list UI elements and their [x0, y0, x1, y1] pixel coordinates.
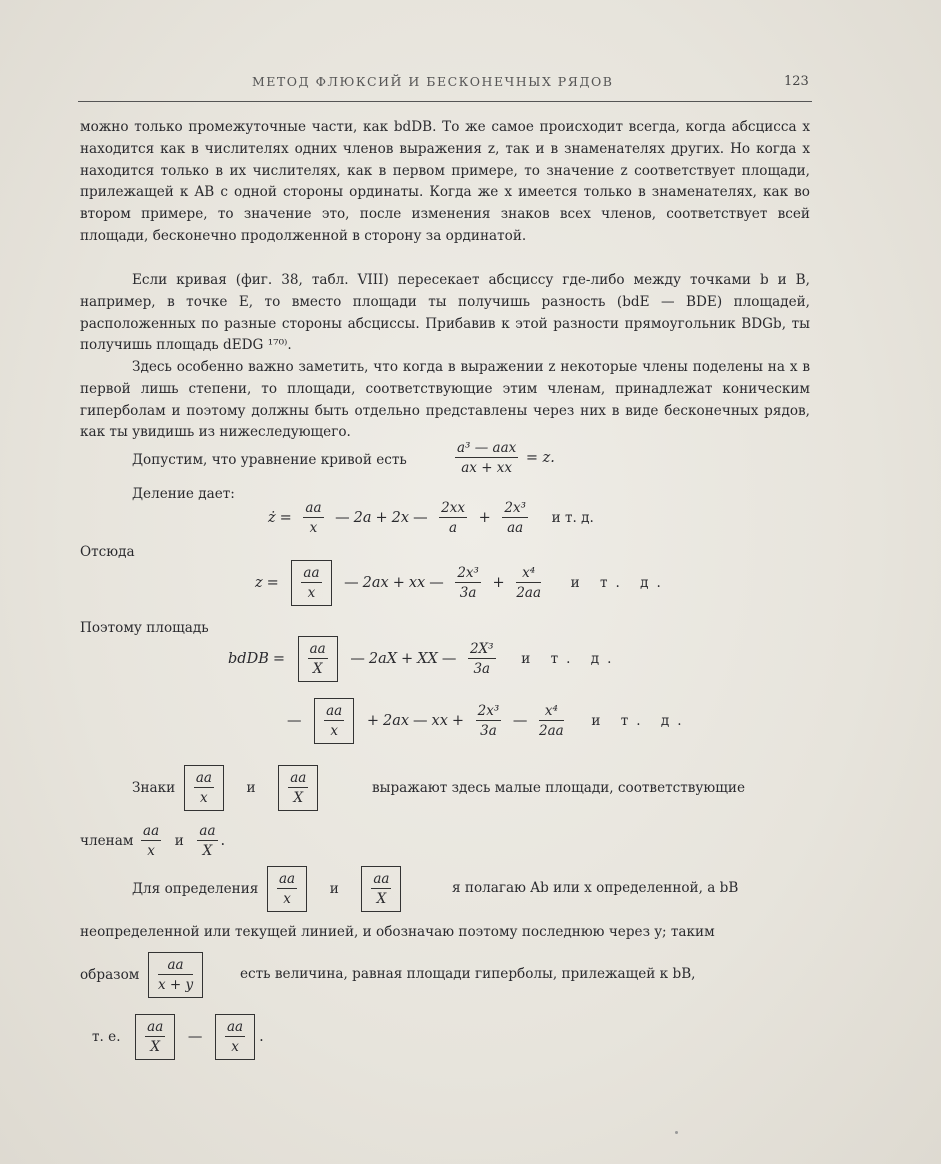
equation-rhs: = z. [525, 450, 555, 466]
paragraph-3-text: Здесь особенно важно заметить, что когда в выражении z некоторые члены поделены на x в первой лишь степени, то площади, соответствующие этим членам, принадлежат коническим гиперболам и поэтому должны быть отдельно представлены через них в виде бесконечных рядов, как ты увидишь из нижеследующего. [80, 359, 810, 441]
paper-speck [675, 1131, 678, 1134]
suppose-line [132, 452, 407, 468]
area-formula-2: — $\frac{aa}{x}$ + 2ax — xx + $\frac{\text{2x³}}{3a}$ — $\frac{\text{x⁴}}{2aa}$ и т. д. [283, 698, 690, 744]
etc-1: и т. д. [551, 510, 594, 526]
i-take-text: я полагаю Ab или x определенной, а bB [452, 880, 739, 896]
paragraph-1-text: можно только промежуточные части, как bdDB. То же самое происходит всегда, когда абсцисса x находится как в числителях одних членов выражения z, так и в знаменателях других. Но когда x находится только в их числителях, как в первом примере, то значение z соответствует площади, прилежащей к AB с одной стороны ординаты. Когда же x имеется только в знаменателях, как во втором примере, то значение это, после изменения знаков всех членов, соответствует всей площади, бесконечно продолженной в сторону за ординатой. [80, 119, 810, 244]
ie-line: т. е. $\frac{aa}{X}$ — $\frac{aa}{x}$ . [92, 1014, 264, 1060]
curve-equation [452, 440, 555, 476]
etc-3: и т. д. [521, 651, 620, 667]
paragraph-3 [80, 357, 810, 444]
equation-numerator: a³ — aax [457, 440, 517, 456]
etc-2: и т. д. [570, 575, 669, 591]
signs-line: Знаки $\frac{aa}{x}$ и $\frac{aa}{X}$ [132, 765, 322, 811]
area-line: Поэтому площадь [80, 620, 209, 636]
express-text: выражают здесь малые площади, соответствующие [372, 780, 746, 796]
x-plus-y: x + y [157, 977, 194, 993]
members-word: членам [80, 833, 134, 849]
area-formula-1: bdDB = $\frac{aa}{X}$ — 2aX + XX — $\frac{\text{2X³}}{3a}$ и т. д. [228, 636, 619, 682]
page-number: 123 [784, 74, 809, 89]
hence-line: Отсюда [80, 544, 135, 560]
and-2: и [174, 833, 184, 849]
division-formula: ż = $\frac{aa}{x}$ — 2a + 2x — $\frac{2xx}{a}$ + $\frac{\text{2x³}}{aa}$ и т. д. [268, 500, 594, 536]
signs-word: Знаки [132, 780, 176, 796]
paragraph-1 [80, 117, 810, 248]
and-1: и [246, 780, 256, 796]
is-quantity-text: есть величина, равная площади гиперболы, прилежащей к bB, [240, 966, 696, 982]
equation-denominator: ax + xx [461, 460, 513, 476]
thus-line: образом $\frac{aa}{x + y}$ [80, 952, 207, 998]
running-title: МЕТОД ФЛЮКСИЙ И БЕСКОНЕЧНЫХ РЯДОВ [252, 74, 614, 89]
hence-formula: z = $\frac{aa}{x}$ — 2ax + xx — $\frac{\text{2x³}}{3a}$ + $\frac{\text{x⁴}}{2aa}$ и т. д. [255, 560, 669, 606]
etc-4: и т. д. [591, 713, 690, 729]
indefinite-line: неопределенной или текущей линией, и обозначаю поэтому последнюю через y; таким [80, 924, 715, 940]
boxed-aa-X: $\frac{aa}{X}$ [298, 636, 338, 682]
definition-word: Для определения [132, 881, 259, 897]
boxed-aa-x-2: $\frac{aa}{x}$ [314, 698, 354, 744]
boxed-aa-x: $\frac{aa}{x}$ [291, 560, 331, 606]
paragraph-2 [80, 270, 810, 357]
definition-line: Для определения $\frac{aa}{x}$ и $\frac{aa}{X}$ [132, 866, 405, 912]
header-rule [78, 101, 812, 102]
thus-word: образом [80, 967, 140, 983]
paragraph-2-text: Если кривая (фиг. 38, табл. VIII) пересекает абсциссу где-либо между точками b и B, например, в точке E, то вместо площади ты получишь разность (bdE — BDE) площадей, расположенных по разные стороны абсциссы. Прибавив к этой разности прямоугольник BDGb, ты получишь площадь dEDG ¹⁷⁰⁾. [80, 272, 810, 354]
equation-fraction [455, 440, 518, 476]
suppose-text: Допустим, что уравнение кривой есть [132, 452, 407, 468]
ie-word: т. е. [92, 1029, 121, 1045]
and-3: и [329, 881, 339, 897]
members-line: членам $\frac{aa}{x}$ и $\frac{aa}{X}$ . [80, 823, 226, 859]
division-line: Деление дает: [132, 486, 235, 502]
